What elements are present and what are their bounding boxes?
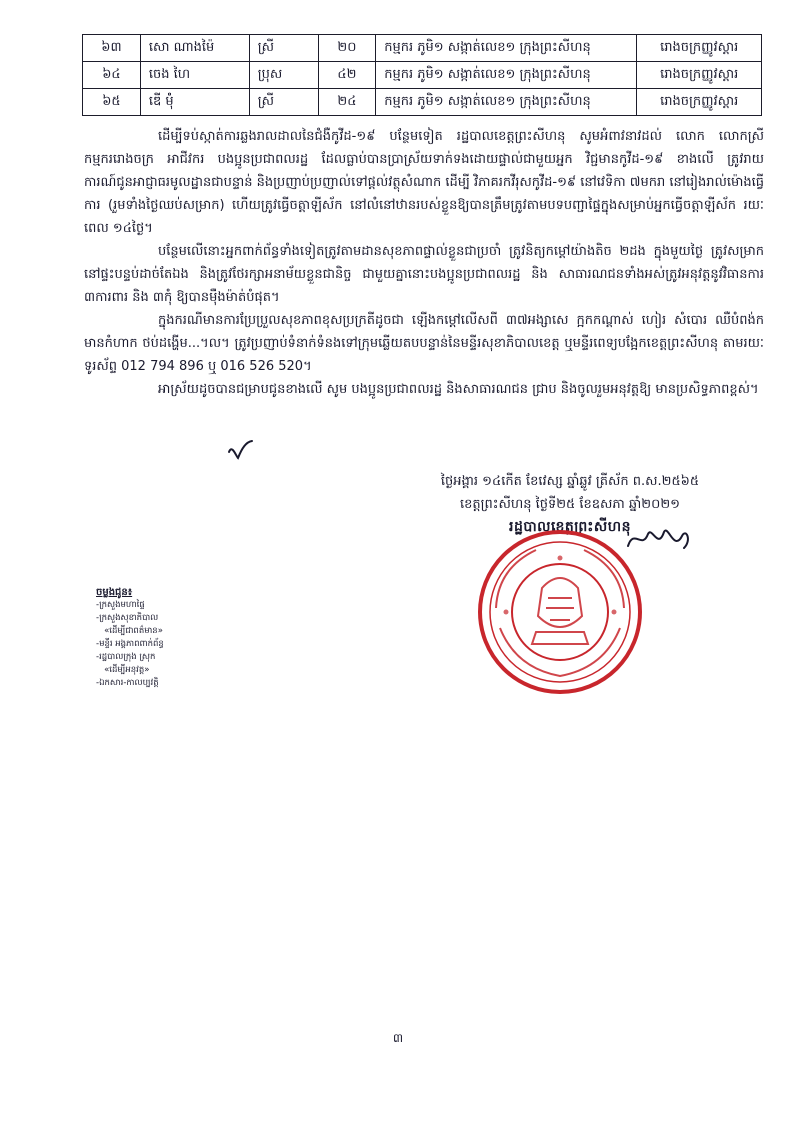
paragraph-health-monitoring: បន្ថែមលើនោះអ្នកពាក់ព័ន្ធទាំងទៀតត្រូវតាមដានសុខភាពផ្ទាល់ខ្លួនជាប្រចាំ ត្រូវនិត្យកម្ដៅយ៉ាងតិច ២ដង ក្នុងមួយថ្ងៃ ត្រូវសម្រាកនៅផ្ទះបន្ទប់ដាច់តែឯង និងត្រូវថែរក្សាអនាម័យខ្លួនជានិច្ច ជាមួយគ្នានោះបងប្អូនប្រជាពលរដ្ឋ និង សាធារណជនទាំងអស់ត្រូវអនុវត្តនូវវិធានការ ៣ការពារ និង ៣កុំ ឱ្យបានម៉ឺងម៉ាត់បំផុត។ bbox=[84, 244, 764, 305]
patient-name: សោ ណាងម៉ៃ bbox=[140, 35, 249, 62]
official-seal-icon bbox=[476, 528, 644, 696]
patient-address: កម្មករ ភូមិ១ សង្កាត់លេខ១ ក្រុងព្រះសីហនុ bbox=[376, 62, 637, 89]
carbon-copy-list bbox=[96, 586, 236, 690]
lunar-date: ថ្ងៃអង្គារ ១៤កើត ខែវេស្ស ឆ្នាំឆ្លូវ ត្រីស័ក ព.ស.២៥៦៥ bbox=[440, 474, 700, 489]
patient-sex: ស្រី bbox=[249, 35, 318, 62]
patient-name: ចេង ហៃ bbox=[140, 62, 249, 89]
issuing-authority: រដ្ឋបាលខេត្តព្រះសីហនុ bbox=[509, 519, 631, 535]
cc-item: -រដ្ឋបាលក្រុង ស្រុក bbox=[96, 652, 156, 662]
cc-item: -ឯកសារ-កាលប្បវត្តិ bbox=[96, 678, 159, 688]
patient-address: កម្មករ ភូមិ១ សង្កាត់លេខ១ ក្រុងព្រះសីហនុ bbox=[376, 35, 637, 62]
paragraph-symptoms-hotline: ក្នុងករណីមានការប្រែប្រួលសុខភាពខុសប្រក្រតីដូចជា ឡើងកម្ដៅលើសពី ៣៧អង្សាសេ ក្អកកណ្តាស់ ហៀរ សំបោរ ឈឺបំពង់ក មានកំហាក ថប់ដង្ហើម...។ល។ ត្រូវប្រញាប់ទំនាក់ទំនងទៅក្រុមឆ្លើយតបបន្ទាន់នៃមន្ទីរសុខាភិបាលខេត្ត ឬមន្ទីរពេទ្យបង្អែកខេត្តព្រះសីហនុ តាមរយៈទូរស័ព្ទ 012 794 896 ឬ 016 526 520។ bbox=[84, 313, 764, 374]
patient-sex: ស្រី bbox=[249, 89, 318, 116]
table-row bbox=[83, 35, 762, 62]
patient-address: កម្មករ ភូមិ១ សង្កាត់លេខ១ ក្រុងព្រះសីហនុ bbox=[376, 89, 637, 116]
solar-date: ខេត្តព្រះសីហនុ ថ្ងៃទី២៥ ខែឧសភា ឆ្នាំ២០២១ bbox=[459, 497, 681, 512]
cc-title: ចម្លងជូន៖ bbox=[96, 587, 133, 598]
cc-item: -ក្រសួងមហាផ្ទៃ bbox=[96, 600, 145, 610]
cc-item: «ដើម្បីអនុវត្ត» bbox=[96, 665, 150, 675]
row-number: ៦៥ bbox=[83, 89, 141, 116]
signature-icon bbox=[624, 520, 694, 560]
patient-table bbox=[82, 34, 762, 116]
paragraph-closing: អាស្រ័យដូចបានជម្រាបជូនខាងលើ សូម បងប្អូនប្រជាពលរដ្ឋ និងសាធារណជន ជ្រាប និងចូលរួមអនុវត្តឱ្យ មានប្រសិទ្ធភាពខ្ពស់។ bbox=[158, 382, 759, 397]
patient-workplace: រោងចក្រញ្ញូវស្តារ bbox=[637, 35, 762, 62]
patient-workplace: រោងចក្រញ្ញូវស្តារ bbox=[637, 62, 762, 89]
patient-workplace: រោងចក្រញ្ញូវស្តារ bbox=[637, 89, 762, 116]
patient-age: ៤២ bbox=[318, 62, 376, 89]
paragraph-appeal: ដើម្បីទប់ស្កាត់ការឆ្លងរាលដាលនៃជំងឺកូវីដ-១៩ បន្ថែមទៀត រដ្ឋបាលខេត្តព្រះសីហនុ សូមអំពាវនាវដល់ លោក លោកស្រី កម្មកររោងចក្រ អាជីវករ បងប្អូនប្រជាពលរដ្ឋ ដែលធ្លាប់បានប្រាស្រ័យទាក់ទងដោយផ្ទាល់ជាមួយអ្នក វិជ្ជមានកូវីដ-១៩ ខាងលើ ត្រូវរាយការណ៍ជូនអាជ្ញាធរមូលដ្ឋានជាបន្ទាន់ និងប្រញាប់ប្រញាល់ទៅផ្តល់វត្ថុសំណាក ដើម្បី វិភាគរកវីរុសកូវីដ-១៩ នៅវេទិកា ៧មករា នៅរៀងរាល់ម៉ោងធ្វើការ (រួមទាំងថ្ងៃឈប់សម្រាក) ហើយត្រូវធ្វើចត្តាឡីស័ក នៅលំនៅឋានរបស់ខ្លួនឱ្យបានត្រឹមត្រូវតាមបទបញ្ជាផ្ទៃក្នុងសម្រាប់អ្នកធ្វើចត្តាឡីស័ក រយៈពេល ១៤ថ្ងៃ។ bbox=[84, 129, 764, 236]
handwritten-mark-icon bbox=[226, 438, 254, 462]
patient-name: ឌើ ម៉ុំ bbox=[140, 89, 249, 116]
patient-age: ២០ bbox=[318, 35, 376, 62]
cc-item: -មន្ទីរ អង្គភាពពាក់ព័ន្ធ bbox=[96, 639, 164, 649]
patient-age: ២៤ bbox=[318, 89, 376, 116]
page-number: ៣ bbox=[392, 1031, 404, 1045]
patient-sex: ប្រុស bbox=[249, 62, 318, 89]
table-row bbox=[83, 89, 762, 116]
table-row bbox=[83, 62, 762, 89]
cc-item: «ដើម្បីជាពត៌មាន» bbox=[96, 626, 163, 636]
cc-item: -ក្រសួងសុខាភិបាល bbox=[96, 613, 159, 623]
row-number: ៦៣ bbox=[83, 35, 141, 62]
announcement-body bbox=[84, 125, 764, 401]
row-number: ៦៤ bbox=[83, 62, 141, 89]
